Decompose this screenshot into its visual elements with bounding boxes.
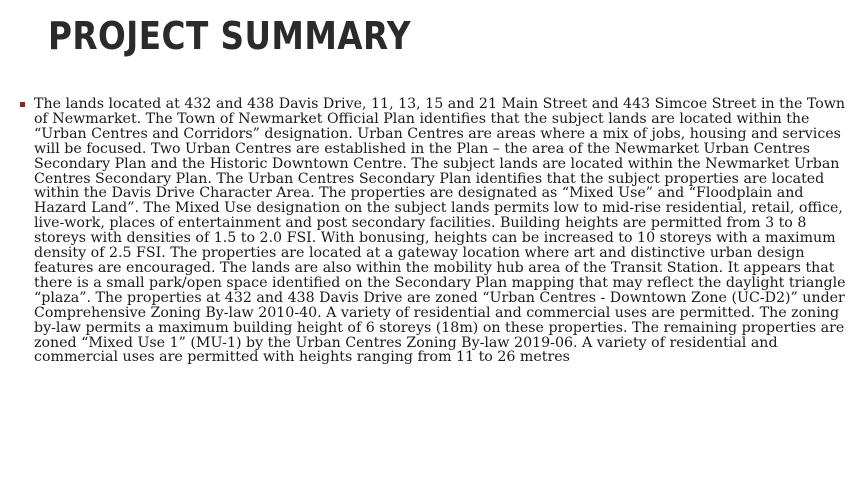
bullet-square-icon: [20, 102, 25, 107]
slide-title: PROJECT SUMMARY: [48, 14, 411, 58]
bullet-text: The lands located at 432 and 438 Davis Drive, 11, 13, 15 and 21 Main Street and 443 Simcoe Street in the Town of Newmarket. The Town of Newmarket Official Plan identifies that the subject lands are located within the “Urban Centres and Corridors” designation. Urban Centres are areas where a mix of jobs, housing and services will be focused. Two Urban Centres are established in the Plan – the area of the Newmarket Urban Centres Secondary Plan and the Historic Downtown Centre. The subject lands are located within the Newmarket Urban Centres Secondary Plan. The Urban Centres Secondary Plan identifies that the subject properties are located within the Davis Drive Character Area. The properties are designated as “Mixed Use” and “Floodplain and Hazard Land”. The Mixed Use designation on the subject lands permits low to mid-rise residential, retail, office, live-work, places of entertainment and post secondary facilities. Building heights are permitted from 3 to 8 storeys with densities of 1.5 to 2.0 FSI. With bonusing, heights can be increased to 10 storeys with a maximum density of 2.5 FSI. The properties are located at a gateway location where art and distinctive urban design features are encouraged. The lands are also within the mobility hub area of the Transit Station. It appears that there is a small park/open space identified on the Secondary Plan mapping that may reflect the daylight triangle “plaza”. The properties at 432 and 438 Davis Drive are zoned “Urban Centres - Downtown Zone (UC-D2)” under Comprehensive Zoning By-law 2010-40. A variety of residential and commercial uses are permitted. The zoning by-law permits a maximum building height of 6 storeys (18m) on these properties. The remaining properties are zoned “Mixed Use 1” (MU-1) by the Urban Centres Zoning By-law 2019-06. A variety of residential and commercial uses are permitted with heights ranging from 11 to 26 metres: [34, 96, 846, 366]
